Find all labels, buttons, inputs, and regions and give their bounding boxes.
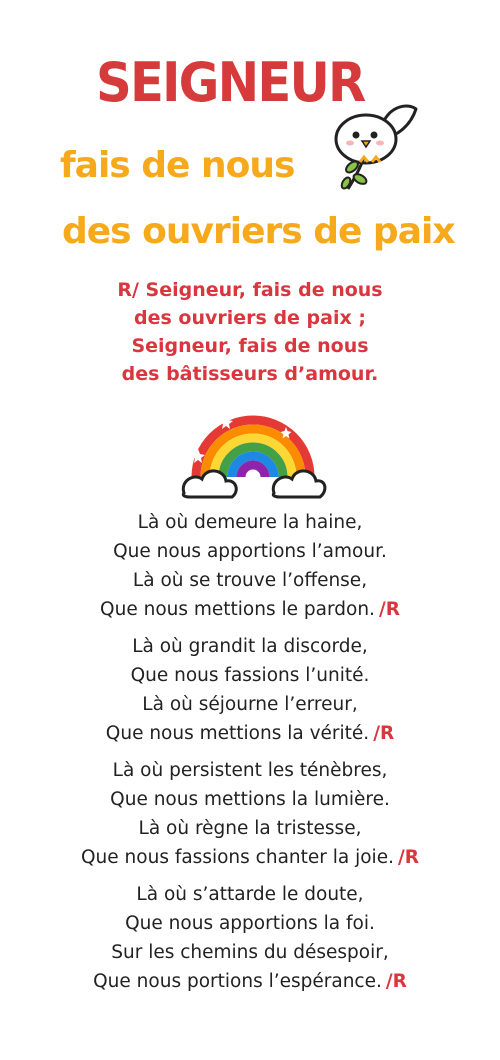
refrain-line: R/ Seigneur, fais de nous: [117, 279, 383, 301]
refrain-mark: /R: [378, 599, 400, 620]
verse-line: Là où règne la tristesse,: [138, 818, 362, 839]
refrain-line: des ouvriers de paix ;: [134, 307, 366, 329]
verse-line: Que nous apportions l’amour.: [113, 541, 387, 562]
verse-line: Là où séjourne l’erreur,: [142, 694, 358, 715]
verse-line: Là où s’attarde le doute,: [136, 884, 364, 905]
subtitle-line-2: des ouvriers de paix: [62, 211, 455, 252]
verse-line: Que nous mettions la vérité.: [105, 723, 370, 744]
stanza: [0, 632, 500, 748]
verse-line: Que nous mettions la lumière.: [110, 789, 390, 810]
verse-line: Là où persistent les ténèbres,: [112, 760, 388, 781]
dove-icon: [320, 95, 420, 195]
stanza: [0, 756, 500, 872]
refrain-line: Seigneur, fais de nous: [131, 335, 369, 357]
page-title: SEIGNEUR: [96, 51, 365, 114]
verse-line: Que nous apportions la foi.: [125, 913, 375, 934]
verse-line: Là où demeure la haine,: [137, 512, 363, 533]
refrain-mark: /R: [397, 847, 419, 868]
stanza: [0, 508, 500, 624]
verse-line: Sur les chemins du désespoir,: [111, 942, 389, 963]
verse-line: Là où se trouve l’offense,: [132, 570, 368, 591]
rainbow-icon: [178, 393, 328, 505]
verse-line: Que nous fassions l’unité.: [130, 665, 370, 686]
refrain: [0, 276, 500, 388]
verse-line: Que nous fassions chanter la joie.: [81, 847, 394, 868]
refrain-mark: /R: [373, 723, 395, 744]
refrain-line: des bâtisseurs d’amour.: [121, 363, 379, 385]
stanza: [0, 880, 500, 996]
refrain-mark: /R: [385, 971, 407, 992]
verse-line: Que nous mettions le pardon.: [100, 599, 375, 620]
verses: [0, 508, 500, 1004]
verse-line: Que nous portions l’espérance.: [93, 971, 382, 992]
verse-line: Là où grandit la discorde,: [132, 636, 368, 657]
subtitle-line-1: fais de nous: [60, 145, 295, 186]
